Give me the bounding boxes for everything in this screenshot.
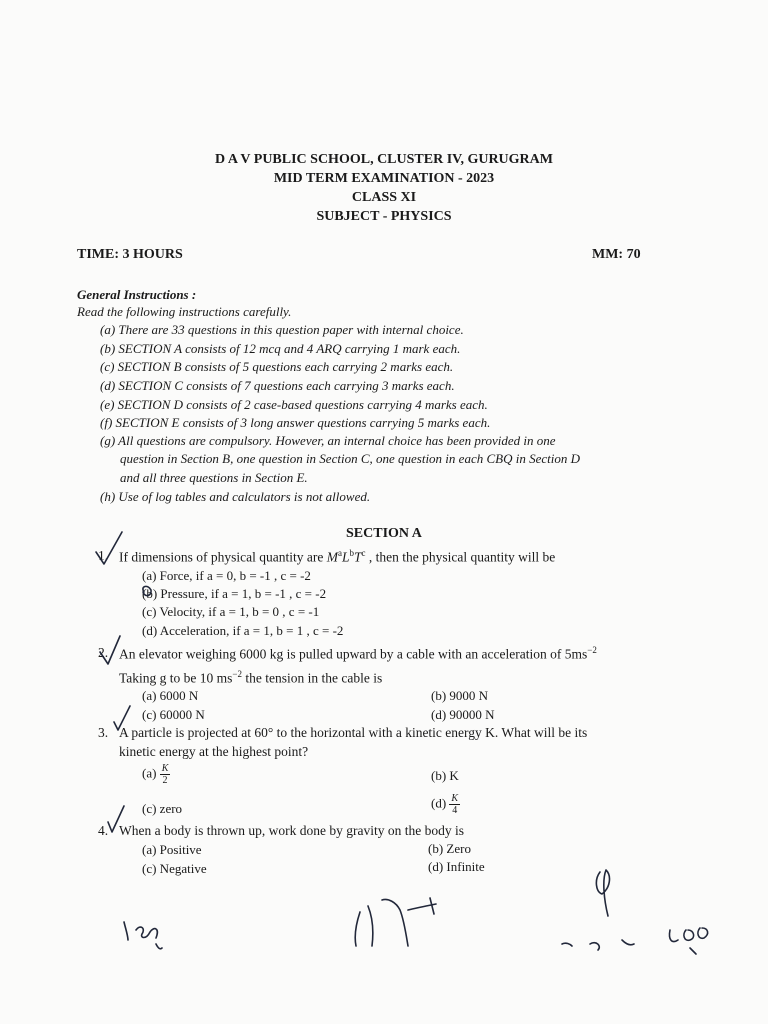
question-number: 3.	[98, 725, 109, 740]
option: (d) 90000 N	[431, 707, 495, 722]
question-4-text: When a body is thrown up, work done by gravity on the body is	[119, 823, 464, 838]
answer-circle-mark	[143, 586, 151, 595]
option: (a) 6000 N	[142, 688, 199, 703]
instruction-item: (e) SECTION D consists of 2 case-based questions carrying 4 marks each.	[100, 397, 488, 412]
instructions-intro: Read the following instructions carefully.	[77, 304, 292, 319]
time-label: TIME: 3 HOURS	[77, 247, 183, 262]
option: (c) Negative	[142, 861, 207, 876]
instruction-item: (f) SECTION E consists of 3 long answer questions carrying 5 marks each.	[100, 415, 491, 430]
option-fraction: (a) $\frac{K}{2}$	[142, 763, 169, 786]
scribble-mark	[669, 928, 707, 954]
question-number: 2.	[98, 645, 109, 660]
scribble-mark	[355, 898, 436, 946]
max-marks: MM: 70	[592, 247, 641, 262]
option: (c) zero	[142, 801, 183, 816]
tick-mark	[100, 636, 120, 664]
exam-title: MID TERM EXAMINATION - 2023	[273, 171, 495, 186]
signature-mark	[596, 870, 609, 916]
instruction-item: (a) There are 33 questions in this question paper with internal choice.	[100, 322, 464, 337]
instruction-item: (b) SECTION A consists of 12 mcq and 4 ARQ carrying 1 mark each.	[100, 341, 461, 356]
scribble-mark	[562, 940, 634, 950]
instruction-item: (d) SECTION C consists of 7 questions each carrying 3 marks each.	[100, 378, 455, 393]
instructions-title: General Instructions :	[77, 287, 197, 302]
tick-mark	[108, 806, 124, 832]
question-3-line2: kinetic energy at the highest point?	[119, 744, 309, 759]
tick-mark	[96, 532, 122, 564]
class-label: CLASS XI	[351, 190, 417, 205]
instruction-item: (g) All questions are compulsory. However, an internal choice has been provided in one	[100, 433, 556, 448]
question-number: 4.	[98, 823, 109, 838]
option: (a) Force, if a = 0, b = -1 , c = -2	[142, 568, 311, 583]
option-fraction: (d) $\frac{K}{4}$	[431, 793, 459, 816]
question-2-text: An elevator weighing 6000 kg is pulled upward by a cable with an acceleration of $5ms^{-2}$	[119, 645, 597, 662]
option: (d) Acceleration, if a = 1, b = 1 , c = -2	[142, 623, 344, 638]
question-1-text: If dimensions of physical quantity are $M^aL^bT^c$ , then the physical quantity will be	[119, 548, 556, 565]
option: (b) Pressure, if a = 1, b = -1 , c = -2	[142, 586, 327, 601]
instruction-item: (h) Use of log tables and calculators is not allowed.	[100, 489, 371, 504]
option: (b) Zero	[428, 841, 471, 856]
question-2-line2: Taking g to be 10 $ms^{-2}$ the tension in the cable is	[119, 669, 383, 686]
option: (b) K	[431, 768, 459, 783]
scribble-mark	[124, 922, 162, 949]
instruction-item: question in Section B, one question in Section C, one question in each CBQ in Section D	[120, 451, 580, 466]
section-title: SECTION A	[346, 526, 422, 541]
option: (b) 9000 N	[431, 688, 489, 703]
question-number: 1.	[98, 548, 109, 563]
school-name: D A V PUBLIC SCHOOL, CLUSTER IV, GURUGRAM	[214, 152, 553, 167]
subject-label: SUBJECT - PHYSICS	[316, 209, 452, 224]
option: (d) Infinite	[428, 859, 485, 874]
option: (a) Positive	[142, 842, 202, 857]
option: (c) Velocity, if a = 1, b = 0 , c = -1	[142, 604, 320, 619]
option: (c) 60000 N	[142, 707, 205, 722]
instruction-item: and all three questions in Section E.	[120, 470, 308, 485]
tick-mark	[114, 706, 130, 730]
instruction-item: (c) SECTION B consists of 5 questions each carrying 2 marks each.	[100, 359, 454, 374]
question-3-text: A particle is projected at 60° to the horizontal with a kinetic energy K. What will be its	[119, 725, 588, 740]
